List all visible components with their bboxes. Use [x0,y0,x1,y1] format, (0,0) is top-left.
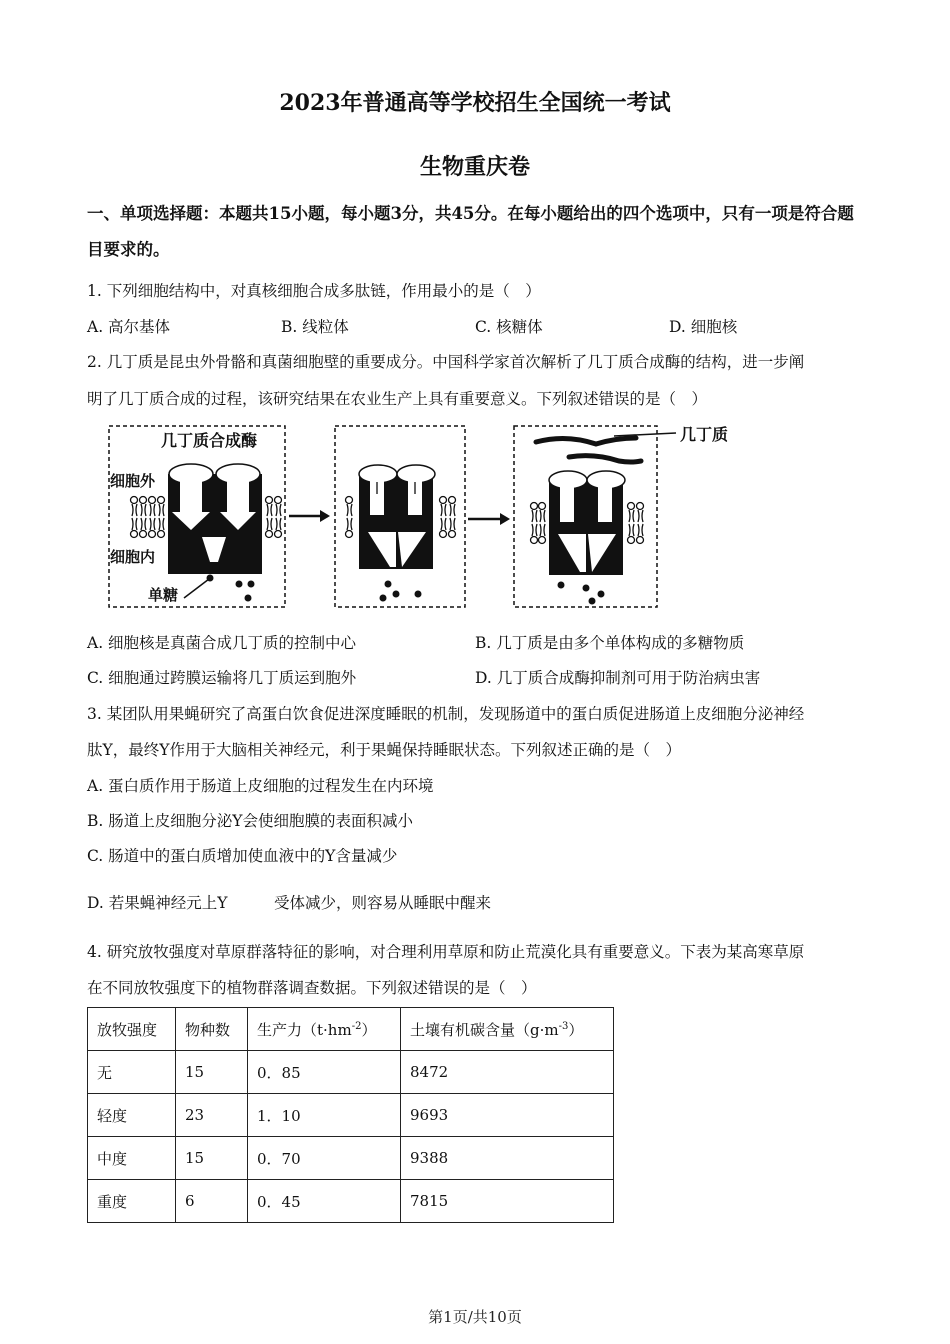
q1-stem: 1. 下列细胞结构中，对真核细胞合成多肽链，作用最小的是（ ） [87,282,541,300]
table-cell: 8472 [401,1051,614,1094]
table-header-row [88,1008,614,1051]
enzyme-1 [168,464,262,582]
q3-option-b: B. 肠道上皮细胞分泌Y会使细胞膜的表面积减小 [87,812,413,830]
table-cell: 无 [88,1051,176,1094]
header-cell: 生产力$(t\cdot hm^{-2})$ [248,1008,401,1051]
label-monosaccharide: 单糖 [148,586,179,604]
q2-stem-line2: 明了几丁质合成的过程，该研究结果在农业生产上具有重要意义。下列叙述错误的是（ ） [87,390,708,408]
table-row [88,1094,614,1137]
q1-option-c: C. 核糖体 [475,318,543,336]
chitin-chain-2 [569,456,641,462]
table-row [88,1180,614,1223]
chitin-synthase-figure [106,422,729,612]
q2-stem-line1: 2. 几丁质是昆虫外骨骼和真菌细胞壁的重要成分。中国科学家首次解析了几丁质合成酶的结构，进一步阐 [87,353,805,371]
q2-option-d: D. 几丁质合成酶抑制剂可用于防治病虫害 [475,669,761,687]
chitin-diagram-svg [106,422,766,612]
exam-subtitle: 生物重庆卷 [419,154,530,180]
chitin-chain-1 [536,438,636,444]
q1-option-d: D. 细胞核 [669,318,738,336]
q3-option-c: C. 肠道中的蛋白质增加使血液中的Y含量减少 [87,847,398,865]
table-row [88,1137,614,1180]
table-cell: 23 [176,1094,248,1137]
table-row [88,1051,614,1094]
q1-option-a: A. 高尔基体 [87,318,171,336]
enzyme-2 [359,465,435,602]
q2-option-a: A. 细胞核是真菌合成几丁质的控制中心 [87,634,357,652]
q4-stem-line1: 4. 研究放牧强度对草原群落特征的影响，对合理利用草原和防止荒漠化具有重要意义。下表为某高寒草原 [87,943,805,961]
q3-stem-line2: 肽Y，最终Y作用于大脑相关神经元，利于果蝇保持睡眠状态。下列叙述正确的是（ ） [87,741,681,759]
header-cell: 放牧强度 [88,1008,176,1051]
section-heading: 一、单项选择题：本题共15小题，每小题3分，共45分。在每小题给出的四个选项中，只有一项是符合题目要求的。 [87,204,854,259]
table-cell: 9693 [401,1094,614,1137]
table-cell: 中度 [88,1137,176,1180]
table-cell: 15 [176,1051,248,1094]
header-cell: 土壤有机碳含量$(g\cdot m^{-3})$ [401,1008,614,1051]
q1-option-b: B. 线粒体 [281,318,349,336]
table-cell: 轻度 [88,1094,176,1137]
label-outside: 细胞外 [110,472,156,490]
table-cell: 0．45 [248,1180,401,1223]
q3-option-d: D. 若果蝇神经元上Y 受体减少，则容易从睡眠中醒来 [87,894,491,912]
q3-stem-line1: 3. 某团队用果蝇研究了高蛋白饮食促进深度睡眠的机制，发现肠道中的蛋白质促进肠道上皮细胞分泌神经 [87,705,805,723]
table-cell: 1．10 [248,1094,401,1137]
q2-option-c: C. 细胞通过跨膜运输将几丁质运到胞外 [87,669,357,687]
table-cell: 7815 [401,1180,614,1223]
table-cell: 9388 [401,1137,614,1180]
label-enzyme: 几丁质合成酶 [161,431,258,450]
table-cell: 0．70 [248,1137,401,1180]
grazing-data-table [87,1007,614,1223]
q2-option-b: B. 几丁质是由多个单体构成的多糖物质 [475,634,745,652]
page-number: 第1页/共10页 [428,1308,522,1326]
label-chitin: 几丁质 [680,425,729,444]
table-cell: 重度 [88,1180,176,1223]
table-cell: 6 [176,1180,248,1223]
exam-title: 2023年普通高等学校招生全国统一考试 [279,90,671,116]
label-inside: 细胞内 [110,548,156,566]
header-cell: 物种数 [176,1008,248,1051]
table-cell: 0．85 [248,1051,401,1094]
q4-stem-line2: 在不同放牧强度下的植物群落调查数据。下列叙述错误的是（ ） [87,979,537,997]
q3-option-a: A. 蛋白质作用于肠道上皮细胞的过程发生在内环境 [87,777,434,795]
table-cell: 15 [176,1137,248,1180]
enzyme-3 [536,433,676,605]
